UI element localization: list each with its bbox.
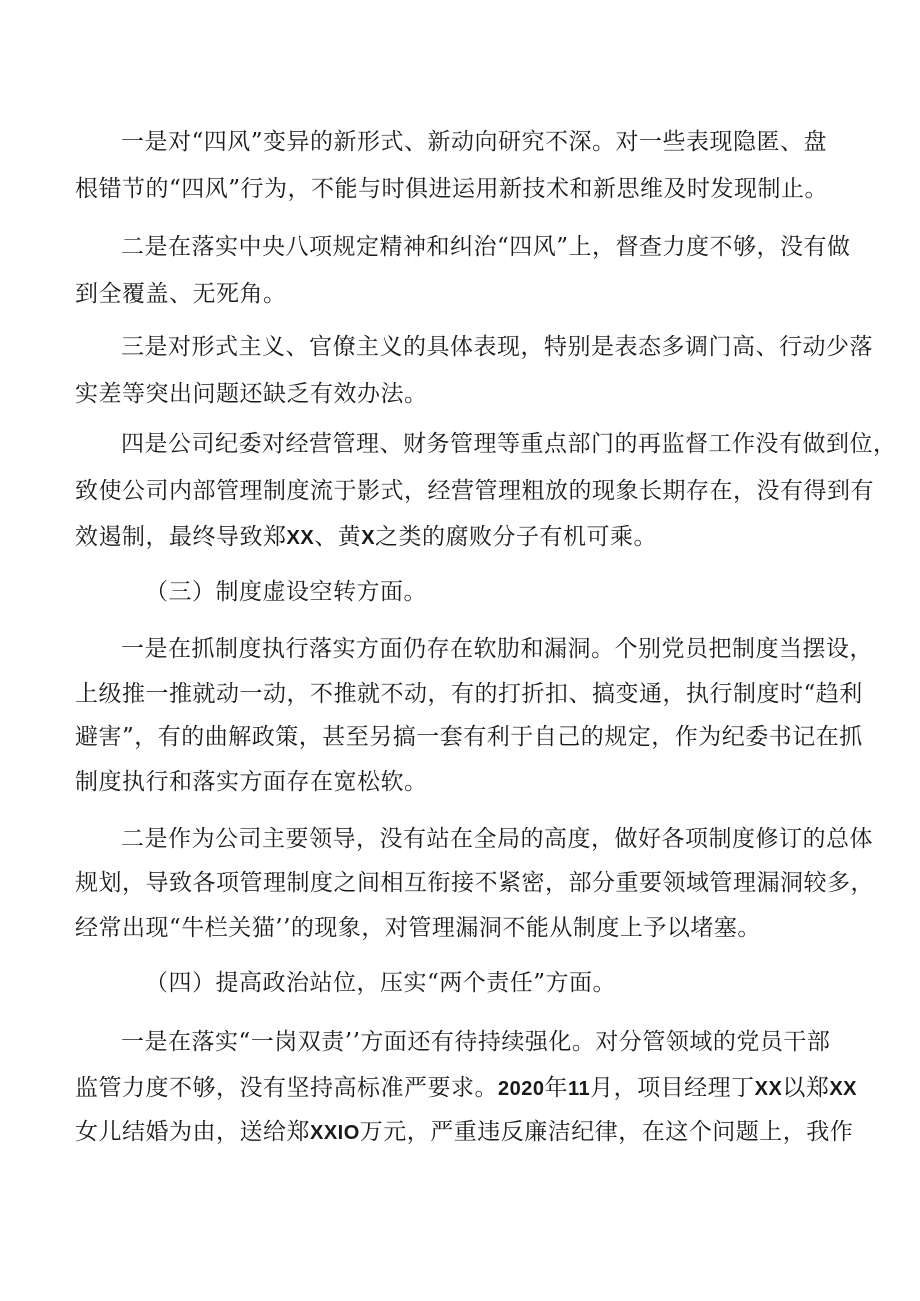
line-text: 根错节的“四风”行为，不能与时俱进运用新技术和新思维及时发现制止。 xyxy=(75,176,829,202)
line-text: 规划，导致各项管理制度之间相互衔接不紧密，部分重要领域管理漏洞较多， xyxy=(75,870,874,896)
paragraph-line xyxy=(0,1112,920,1152)
section-heading-text: （四）提高政治站位，压实“两个责任”方面。 xyxy=(145,970,617,996)
paragraph-line xyxy=(0,374,920,414)
paragraph-line xyxy=(0,717,920,757)
section-heading xyxy=(0,572,920,612)
line-text: 女儿结婚为由，送给郑 xyxy=(75,1119,310,1145)
line-text: 四是公司纪委对经营管理、财务管理等重点部门的再监督工作没有做到位， xyxy=(121,431,897,457)
line-text: 效遏制，最终导致郑 xyxy=(75,524,287,550)
section-heading-text: （三）制度虚设空转方面。 xyxy=(145,579,427,605)
year-number: 2020 xyxy=(498,1078,545,1100)
line-text: 监管力度不够，没有坚持高标准严要求。 xyxy=(75,1075,498,1101)
line-text: 、黄 xyxy=(314,524,362,550)
paragraph-line xyxy=(0,629,920,669)
line-text: 二是在落实中央八项规定精神和纠治“四风”上，督查力度不够，没有做 xyxy=(121,234,851,260)
paragraph-line xyxy=(0,517,920,557)
redacted-name: XX xyxy=(754,1078,783,1100)
paragraph-line xyxy=(0,1022,920,1062)
line-text: 避害”，有的曲解政策，甚至另搞一套有利于自己的规定，作为纪委书记在抓 xyxy=(75,724,863,750)
redacted-name: XX xyxy=(829,1078,858,1100)
line-text: 之类的腐败分子有机可乘。 xyxy=(375,524,658,550)
section-heading xyxy=(0,963,920,1003)
paragraph-line xyxy=(0,819,920,859)
line-text: 实差等突出问题还缺乏有效办法。 xyxy=(75,381,428,407)
paragraph-line xyxy=(0,908,920,948)
paragraph-line xyxy=(0,674,920,714)
line-text: 致使公司内部管理制度流于影式，经营管理粗放的现象长期存在，没有得到有 xyxy=(75,478,874,504)
paragraph-line xyxy=(0,122,920,162)
redacted-name: XX xyxy=(286,527,315,549)
line-text: 二是作为公司主要领导，没有站在全局的高度，做好各项制度修订的总体 xyxy=(121,826,873,852)
line-text: 三是对形式主义、官僚主义的具体表现，特别是表态多调门高、行动少落 xyxy=(121,334,873,360)
line-text: 一是对“四风”变异的新形式、新动向研究不深。对一些表现隐匿、盘 xyxy=(121,129,828,155)
line-text: 上级推一推就动一动，不推就不动，有的打折扣、搞变通，执行制度时“趋利 xyxy=(75,681,863,707)
paragraph-line xyxy=(0,863,920,903)
paragraph-line xyxy=(0,227,920,267)
line-text: 万元，严重违反廉洁纪律，在这个问题上，我作 xyxy=(359,1119,854,1145)
paragraph-line xyxy=(0,169,920,209)
line-text: 到全覆盖、无死角。 xyxy=(75,281,287,307)
paragraph-line xyxy=(0,471,920,511)
paragraph-line xyxy=(0,424,920,464)
line-text: 以郑 xyxy=(782,1075,830,1101)
line-text: 经常出现“牛栏关猫’’的现象，对管理漏洞不能从制度上予以堵塞。 xyxy=(75,915,761,941)
paragraph-line xyxy=(0,762,920,802)
paragraph-line xyxy=(0,1068,920,1108)
redacted-amount: XXIO xyxy=(310,1122,360,1144)
paragraph-line xyxy=(0,274,920,314)
line-text: 制度执行和落实方面存在宽松软。 xyxy=(75,769,428,795)
paragraph-line xyxy=(0,327,920,367)
line-text: 一是在落实“一岗双责’’方面还有待持续强化。对分管领域的党员干部 xyxy=(121,1029,831,1055)
line-text: 一是在抓制度执行落实方面仍存在软肋和漏洞。个别党员把制度当摆设， xyxy=(121,636,873,662)
redacted-name: X xyxy=(361,527,376,549)
month-number: 11 xyxy=(568,1078,591,1100)
line-text: 年 xyxy=(544,1075,568,1101)
line-text: 月，项目经理丁 xyxy=(590,1075,755,1101)
